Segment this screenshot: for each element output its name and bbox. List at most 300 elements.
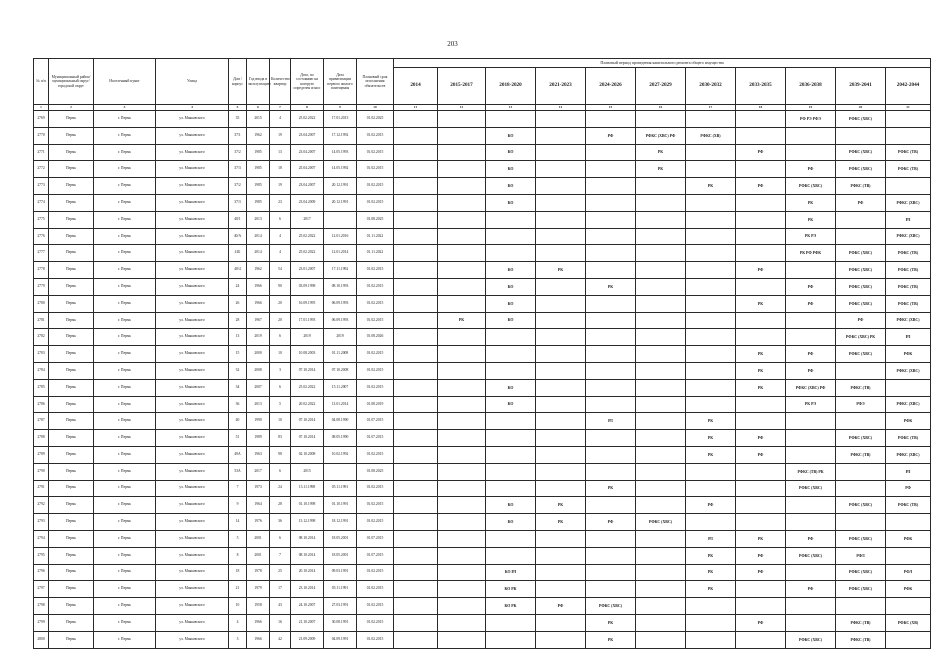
row-apartments: 42 <box>270 631 291 648</box>
row-repair-period-2027-2029 <box>636 379 686 396</box>
column-number: 21 <box>886 105 931 111</box>
row-repair-period-2024-2026: РК <box>586 614 636 631</box>
row-num: 2777 <box>34 245 49 262</box>
row-repair-period-2033-2035: РФ <box>736 430 786 447</box>
row-repair-period-2042-2044 <box>886 379 931 396</box>
row-repair-period-2014 <box>394 547 438 564</box>
row-date-survey: 23.01.2007 <box>291 262 324 279</box>
row-repair-period-2042-2044: РФКС (ХВС) <box>886 362 931 379</box>
table-row <box>34 194 931 211</box>
row-date-survey: 23.04.2007 <box>291 178 324 195</box>
row-repair-period-2018-2020 <box>486 480 536 497</box>
row-repair-period-2027-2029 <box>636 329 686 346</box>
row-date-privatization <box>324 211 357 228</box>
row-repair-period-2027-2029 <box>636 111 686 128</box>
row-date-survey: 07.10.2014 <box>291 430 324 447</box>
row-repair-period-2027-2029 <box>636 430 686 447</box>
row-repair-period-2039-2041: РФКС (ХВС) <box>836 278 886 295</box>
row-settlement: г. Пермь <box>94 413 156 430</box>
row-municipality: Пермь <box>49 463 94 480</box>
row-repair-period-2027-2029: РФКС (ХВС) <box>636 514 686 531</box>
row-repair-period-2030-2032 <box>686 463 736 480</box>
row-repair-period-2036-2038 <box>786 413 836 430</box>
row-repair-period-2021-2023 <box>536 144 586 161</box>
row-repair-period-2021-2023 <box>536 581 586 598</box>
row-num: 2795 <box>34 547 49 564</box>
row-repair-period-2036-2038: РК <box>786 194 836 211</box>
row-street: ул. Маяковского <box>156 127 229 144</box>
row-settlement: г. Пермь <box>94 396 156 413</box>
row-repair-period-2014 <box>394 614 438 631</box>
row-apartments: 5 <box>270 396 291 413</box>
row-street: ул. Маяковского <box>156 111 229 128</box>
row-house: 18 <box>229 564 247 581</box>
row-repair-period-2015-2017 <box>438 346 486 363</box>
row-year-built: 1966 <box>247 631 270 648</box>
row-repair-period-2027-2029 <box>636 396 686 413</box>
row-settlement: г. Пермь <box>94 530 156 547</box>
row-repair-period-2042-2044: РФКС (ТВ) <box>886 497 931 514</box>
row-repair-period-2027-2029 <box>636 228 686 245</box>
row-repair-period-2014 <box>394 379 438 396</box>
row-repair-period-2030-2032 <box>686 631 736 648</box>
row-repair-period-2027-2029 <box>636 194 686 211</box>
column-number: 19 <box>786 105 836 111</box>
row-repair-period-2015-2017 <box>438 178 486 195</box>
row-num: 2786 <box>34 396 49 413</box>
row-num: 2798 <box>34 598 49 615</box>
row-municipality: Пермь <box>49 178 94 195</box>
row-street: ул. Маяковского <box>156 547 229 564</box>
row-repair-period-2027-2029 <box>636 598 686 615</box>
row-apartments: 43 <box>270 598 291 615</box>
row-num: 2796 <box>34 564 49 581</box>
row-year-built: 2015 <box>247 111 270 128</box>
row-repair-period-2015-2017 <box>438 379 486 396</box>
row-repair-period-2039-2041: РФЭ <box>836 396 886 413</box>
row-repair-period-2039-2041: РФКС (ХВС) <box>836 581 886 598</box>
row-repair-period-2024-2026 <box>586 396 636 413</box>
row-settlement: г. Пермь <box>94 362 156 379</box>
row-repair-period-2042-2044: РФКС (ХВС) <box>886 312 931 329</box>
row-repair-period-2024-2026 <box>586 463 636 480</box>
row-repair-period-2018-2020: КО <box>486 178 536 195</box>
row-plan-term: 01.02.2015 <box>357 564 394 581</box>
row-repair-period-2042-2044: РФК <box>886 581 931 598</box>
row-street: ул. Маяковского <box>156 581 229 598</box>
header-year-10: 2042-2044 <box>886 68 931 105</box>
row-repair-period-2036-2038: РФ <box>786 295 836 312</box>
row-municipality: Пермь <box>49 295 94 312</box>
row-repair-period-2030-2032 <box>686 295 736 312</box>
row-apartments: 20 <box>270 295 291 312</box>
row-num: 2791 <box>34 480 49 497</box>
row-repair-period-2021-2023 <box>536 346 586 363</box>
row-repair-period-2018-2020 <box>486 530 536 547</box>
row-repair-period-2033-2035: РФ <box>736 178 786 195</box>
row-municipality: Пермь <box>49 228 94 245</box>
row-house: 36 <box>229 396 247 413</box>
row-apartments: 24 <box>270 480 291 497</box>
row-settlement: г. Пермь <box>94 346 156 363</box>
row-repair-period-2042-2044: РЛ <box>886 329 931 346</box>
table-row <box>34 547 931 564</box>
row-num: 2771 <box>34 144 49 161</box>
row-apartments: 90 <box>270 278 291 295</box>
row-repair-period-2021-2023: РК <box>536 514 586 531</box>
column-number: 16 <box>636 105 686 111</box>
row-settlement: г. Пермь <box>94 514 156 531</box>
row-repair-period-2021-2023 <box>536 614 586 631</box>
row-municipality: Пермь <box>49 127 94 144</box>
row-repair-period-2014 <box>394 295 438 312</box>
row-repair-period-2042-2044: РФКС (ХВС) <box>886 194 931 211</box>
row-repair-period-2036-2038: РФ <box>786 278 836 295</box>
row-repair-period-2030-2032 <box>686 194 736 211</box>
row-house: 37/1 <box>229 127 247 144</box>
row-repair-period-2018-2020: КО <box>486 295 536 312</box>
row-repair-period-2030-2032 <box>686 379 736 396</box>
row-date-survey: 25.04.2007 <box>291 161 324 178</box>
row-repair-period-2015-2017 <box>438 362 486 379</box>
header-apartments: Количество квартир <box>270 59 291 105</box>
row-plan-term: 01.02.2015 <box>357 262 394 279</box>
row-year-built: 1966 <box>247 295 270 312</box>
column-number: 4 <box>156 105 229 111</box>
row-plan-term: 01.02.2015 <box>357 127 394 144</box>
row-repair-period-2021-2023: РК <box>536 262 586 279</box>
row-year-built: 1985 <box>247 194 270 211</box>
row-num: 2787 <box>34 413 49 430</box>
row-street: ул. Маяковского <box>156 362 229 379</box>
row-plan-term: 01.02.2015 <box>357 614 394 631</box>
table-row <box>34 631 931 648</box>
row-repair-period-2039-2041: РФКС (ХВС) РК <box>836 329 886 346</box>
row-house: 13 <box>229 329 247 346</box>
row-repair-period-2030-2032 <box>686 362 736 379</box>
row-repair-period-2039-2041 <box>836 362 886 379</box>
row-repair-period-2030-2032: РК <box>686 413 736 430</box>
row-house: 15 <box>229 346 247 363</box>
row-date-privatization: 15.11.2007 <box>324 379 357 396</box>
row-repair-period-2015-2017 <box>438 463 486 480</box>
column-number: 20 <box>836 105 886 111</box>
row-municipality: Пермь <box>49 530 94 547</box>
row-date-privatization: 12.01.2014 <box>324 245 357 262</box>
row-repair-period-2014 <box>394 329 438 346</box>
row-repair-period-2033-2035 <box>736 480 786 497</box>
row-year-built: 2008 <box>247 362 270 379</box>
row-settlement: г. Пермь <box>94 614 156 631</box>
row-repair-period-2027-2029 <box>636 530 686 547</box>
row-repair-period-2018-2020: КО <box>486 127 536 144</box>
row-repair-period-2015-2017 <box>438 245 486 262</box>
row-year-built: 2001 <box>247 547 270 564</box>
row-date-survey: 23.04.2009 <box>291 194 324 211</box>
row-repair-period-2033-2035 <box>736 581 786 598</box>
row-repair-period-2014 <box>394 631 438 648</box>
row-year-built: 1989 <box>247 430 270 447</box>
table-row <box>34 564 931 581</box>
row-repair-period-2027-2029: РК <box>636 161 686 178</box>
row-apartments: 7 <box>270 547 291 564</box>
row-repair-period-2033-2035 <box>736 211 786 228</box>
row-date-survey: 2019 <box>291 329 324 346</box>
row-repair-period-2042-2044: РФЛ <box>886 564 931 581</box>
row-street: ул. Маяковского <box>156 144 229 161</box>
row-repair-period-2042-2044: РЛ <box>886 211 931 228</box>
row-street: ул. Маяковского <box>156 329 229 346</box>
row-repair-period-2014 <box>394 127 438 144</box>
row-plan-term: 01.07.2015 <box>357 430 394 447</box>
row-repair-period-2021-2023 <box>536 211 586 228</box>
row-repair-period-2014 <box>394 446 438 463</box>
row-street: ул. Маяковского <box>156 446 229 463</box>
row-municipality: Пермь <box>49 144 94 161</box>
row-repair-period-2036-2038: РФКС (ХВС) РФ <box>786 379 836 396</box>
row-repair-period-2021-2023 <box>536 547 586 564</box>
row-apartments: 6 <box>270 211 291 228</box>
row-apartments: 98 <box>270 446 291 463</box>
row-repair-period-2024-2026 <box>586 194 636 211</box>
row-repair-period-2015-2017 <box>438 211 486 228</box>
row-repair-period-2014 <box>394 362 438 379</box>
column-number: 9 <box>324 105 357 111</box>
row-repair-period-2021-2023 <box>536 111 586 128</box>
row-year-built: 1978 <box>247 564 270 581</box>
table-row <box>34 312 931 329</box>
header-year-5: 2027-2029 <box>636 68 686 105</box>
column-number: 13 <box>486 105 536 111</box>
row-repair-period-2027-2029 <box>636 413 686 430</box>
header-municipality: Муниципальный район/муниципальный округ/городской округ <box>49 59 94 105</box>
row-repair-period-2018-2020 <box>486 346 536 363</box>
row-house: 51 <box>229 430 247 447</box>
row-apartments: 18 <box>270 161 291 178</box>
row-house: 40/1 <box>229 211 247 228</box>
row-repair-period-2024-2026 <box>586 178 636 195</box>
row-repair-period-2042-2044 <box>886 598 931 615</box>
row-municipality: Пермь <box>49 514 94 531</box>
row-repair-period-2030-2032 <box>686 480 736 497</box>
row-plan-term: 01.02.2015 <box>357 194 394 211</box>
row-settlement: г. Пермь <box>94 295 156 312</box>
row-repair-period-2018-2020: КО <box>486 161 536 178</box>
row-settlement: г. Пермь <box>94 127 156 144</box>
row-repair-period-2042-2044: РФК <box>886 530 931 547</box>
row-plan-term: 01.08.2025 <box>357 211 394 228</box>
row-repair-period-2039-2041: РФЛ <box>836 547 886 564</box>
row-settlement: г. Пермь <box>94 329 156 346</box>
row-repair-period-2014 <box>394 581 438 598</box>
row-repair-period-2042-2044: РФКС (ТВ) <box>886 430 931 447</box>
row-num: 2781 <box>34 312 49 329</box>
column-number: 15 <box>586 105 636 111</box>
row-repair-period-2039-2041: РФКС (ТВ) <box>836 631 886 648</box>
row-apartments: 28 <box>270 497 291 514</box>
row-date-privatization: 18.05.2001 <box>324 530 357 547</box>
row-date-privatization: 17.12.1992 <box>324 127 357 144</box>
row-repair-period-2018-2020 <box>486 430 536 447</box>
row-repair-period-2036-2038: РК РЭ <box>786 228 836 245</box>
row-repair-period-2021-2023: РК <box>536 497 586 514</box>
row-repair-period-2033-2035 <box>736 396 786 413</box>
row-repair-period-2018-2020 <box>486 463 536 480</box>
row-municipality: Пермь <box>49 564 94 581</box>
row-repair-period-2015-2017 <box>438 581 486 598</box>
row-street: ул. Маяковского <box>156 530 229 547</box>
row-settlement: г. Пермь <box>94 312 156 329</box>
row-repair-period-2033-2035 <box>736 161 786 178</box>
row-street: ул. Маяковского <box>156 514 229 531</box>
column-number: 2 <box>49 105 94 111</box>
row-house: 4 <box>229 614 247 631</box>
row-date-survey: 07.10.2014 <box>291 413 324 430</box>
row-repair-period-2036-2038 <box>786 127 836 144</box>
row-repair-period-2027-2029 <box>636 446 686 463</box>
row-year-built: 2013 <box>247 211 270 228</box>
row-repair-period-2027-2029 <box>636 346 686 363</box>
row-repair-period-2024-2026 <box>586 295 636 312</box>
row-repair-period-2036-2038: РФ <box>786 530 836 547</box>
row-repair-period-2015-2017 <box>438 430 486 447</box>
row-year-built: 1990 <box>247 413 270 430</box>
row-repair-period-2015-2017 <box>438 329 486 346</box>
row-plan-term: 01.08.2019 <box>357 396 394 413</box>
row-house: 40/А <box>229 228 247 245</box>
row-repair-period-2015-2017 <box>438 598 486 615</box>
row-repair-period-2036-2038 <box>786 329 836 346</box>
row-repair-period-2033-2035 <box>736 598 786 615</box>
row-date-survey: 03.09.1998 <box>291 278 324 295</box>
row-repair-period-2033-2035: РФ <box>736 547 786 564</box>
row-repair-period-2021-2023 <box>536 295 586 312</box>
row-repair-period-2030-2032 <box>686 111 736 128</box>
row-repair-period-2027-2029 <box>636 211 686 228</box>
row-repair-period-2024-2026 <box>586 161 636 178</box>
row-repair-period-2024-2026: РК <box>586 631 636 648</box>
row-date-privatization: 06.09.1993 <box>324 312 357 329</box>
row-street: ул. Маяковского <box>156 278 229 295</box>
row-house: 26 <box>229 295 247 312</box>
row-repair-period-2018-2020 <box>486 362 536 379</box>
row-year-built: 2017 <box>247 463 270 480</box>
row-repair-period-2021-2023 <box>536 396 586 413</box>
row-date-survey: 23.10.2014 <box>291 581 324 598</box>
row-num: 2789 <box>34 446 49 463</box>
row-settlement: г. Пермь <box>94 194 156 211</box>
row-repair-period-2036-2038: РФ <box>786 346 836 363</box>
row-repair-period-2018-2020: КО <box>486 262 536 279</box>
row-settlement: г. Пермь <box>94 178 156 195</box>
row-date-privatization: 04.08.1990 <box>324 413 357 430</box>
column-number: 8 <box>291 105 324 111</box>
row-repair-period-2014 <box>394 564 438 581</box>
row-repair-period-2027-2029 <box>636 581 686 598</box>
row-repair-period-2033-2035: РК <box>736 295 786 312</box>
row-repair-period-2018-2020: КО <box>486 514 536 531</box>
row-repair-period-2018-2020: КО <box>486 497 536 514</box>
row-num: 2780 <box>34 295 49 312</box>
row-repair-period-2030-2032 <box>686 346 736 363</box>
row-year-built: 1962 <box>247 127 270 144</box>
row-num: 2783 <box>34 346 49 363</box>
table-row <box>34 446 931 463</box>
header-year-3: 2021-2023 <box>536 68 586 105</box>
row-repair-period-2036-2038 <box>786 446 836 463</box>
header-plan-term: Плановый срок исполнения обязательств <box>357 59 394 105</box>
row-repair-period-2024-2026: РФ <box>586 127 636 144</box>
row-repair-period-2030-2032 <box>686 514 736 531</box>
row-repair-period-2024-2026: РФКС (ХВС) <box>586 598 636 615</box>
row-date-privatization: 01.10.1991 <box>324 497 357 514</box>
row-repair-period-2018-2020 <box>486 547 536 564</box>
row-repair-period-2033-2035: РК <box>736 379 786 396</box>
row-house: 37/3 <box>229 194 247 211</box>
row-plan-term: 01.02.2025 <box>357 111 394 128</box>
row-year-built: 2001 <box>247 530 270 547</box>
table-row <box>34 362 931 379</box>
row-repair-period-2024-2026 <box>586 379 636 396</box>
row-repair-period-2042-2044: РФКС (ХВС) <box>886 396 931 413</box>
row-repair-period-2039-2041 <box>836 463 886 480</box>
row-repair-period-2024-2026: РК <box>586 278 636 295</box>
row-settlement: г. Пермь <box>94 547 156 564</box>
row-street: ул. Маяковского <box>156 480 229 497</box>
row-repair-period-2014 <box>394 211 438 228</box>
row-repair-period-2033-2035: РФ <box>736 144 786 161</box>
row-plan-term: 01.07.2015 <box>357 413 394 430</box>
row-repair-period-2042-2044 <box>886 127 931 144</box>
row-repair-period-2036-2038: РФ <box>786 161 836 178</box>
row-repair-period-2018-2020: КО РК <box>486 598 536 615</box>
table-body <box>34 111 931 649</box>
row-repair-period-2042-2044: РФКС (ХВС) <box>886 446 931 463</box>
row-repair-period-2030-2032: РФ <box>686 497 736 514</box>
row-repair-period-2039-2041 <box>836 127 886 144</box>
row-repair-period-2024-2026 <box>586 581 636 598</box>
row-repair-period-2024-2026 <box>586 346 636 363</box>
row-repair-period-2042-2044: РЛ <box>886 463 931 480</box>
row-repair-period-2014 <box>394 463 438 480</box>
row-settlement: г. Пермь <box>94 497 156 514</box>
row-repair-period-2039-2041 <box>836 514 886 531</box>
row-repair-period-2027-2029 <box>636 362 686 379</box>
row-repair-period-2015-2017 <box>438 278 486 295</box>
header-date-privatization: Дата приватизации первого жилого помещения <box>324 59 357 105</box>
row-num: 2785 <box>34 379 49 396</box>
row-municipality: Пермь <box>49 631 94 648</box>
row-house: 14 <box>229 514 247 531</box>
table-row <box>34 178 931 195</box>
table-row <box>34 430 931 447</box>
row-date-privatization: 04.09.1991 <box>324 631 357 648</box>
row-repair-period-2036-2038 <box>786 262 836 279</box>
row-repair-period-2021-2023 <box>536 194 586 211</box>
row-repair-period-2030-2032: РК <box>686 581 736 598</box>
row-street: ул. Маяковского <box>156 631 229 648</box>
row-repair-period-2033-2035: РФ <box>736 614 786 631</box>
row-repair-period-2042-2044 <box>886 547 931 564</box>
row-repair-period-2021-2023 <box>536 413 586 430</box>
row-street: ул. Маяковского <box>156 396 229 413</box>
row-num: 2800 <box>34 631 49 648</box>
column-number: 5 <box>229 105 247 111</box>
row-repair-period-2027-2029 <box>636 547 686 564</box>
column-number: 6 <box>247 105 270 111</box>
row-repair-period-2021-2023 <box>536 228 586 245</box>
row-date-privatization: 14.05.1992 <box>324 161 357 178</box>
